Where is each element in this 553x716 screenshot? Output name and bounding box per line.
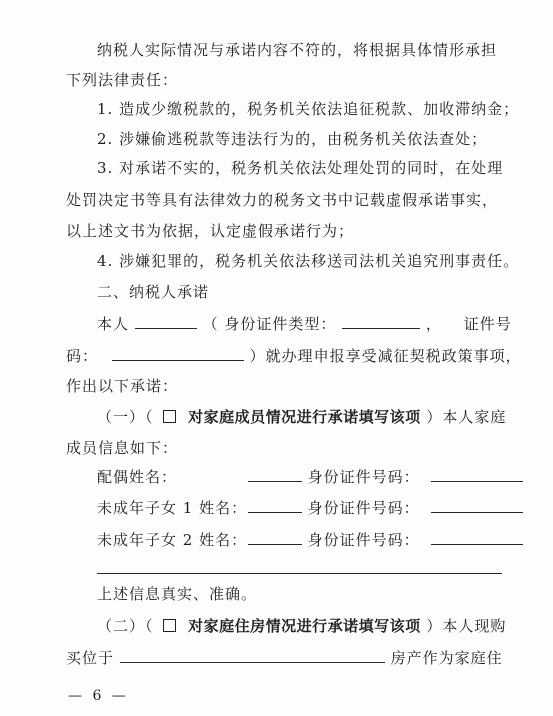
self-prefix: 本人 xyxy=(97,315,130,333)
child2-label: 未成年子女 2 姓名： xyxy=(97,531,248,549)
self-id-line xyxy=(97,314,512,334)
liability-item-4: 4. 涉嫌犯罪的，税务机关依法移送司法机关追究刑事责任。 xyxy=(97,252,520,270)
housing-line2-suffix: 房产作为家庭住 xyxy=(390,649,503,667)
info-confirm: 上述信息真实、准确。 xyxy=(97,585,258,603)
spouse-name-blank[interactable] xyxy=(248,467,302,482)
intro-line-1: 纳税人实际情况与承诺内容不符的，将根据具体情形承担 xyxy=(97,41,498,59)
make-commitment: 作出以下承诺： xyxy=(66,377,179,395)
id-number-blank[interactable] xyxy=(112,346,244,361)
section-2-heading: 二、纳税人承诺 xyxy=(97,283,210,301)
housing-line2-prefix: 买位于 xyxy=(66,649,115,667)
intro-line-2: 下列法律责任： xyxy=(66,71,179,89)
id-number-label: 证件号 xyxy=(463,315,512,333)
code-prefix: 码： xyxy=(66,347,99,365)
spouse-label: 配偶姓名： xyxy=(97,468,178,486)
liability-item-3-line-1: 3. 对承诺不实的，税务机关依法处理处罚的同时，在处理 xyxy=(97,159,504,177)
comma: ， xyxy=(425,315,442,333)
family-member-heading xyxy=(97,407,506,427)
property-address-blank[interactable] xyxy=(120,648,385,663)
housing-line-2 xyxy=(66,648,503,668)
child2-name-blank[interactable] xyxy=(248,530,302,545)
name-blank[interactable] xyxy=(135,314,197,329)
code-suffix: ）就办理申报享受减征契税政策事项， xyxy=(249,347,522,365)
spouse-id-label: 身份证件号码： xyxy=(307,468,420,486)
child1-id-blank[interactable] xyxy=(431,498,523,513)
spouse-id-blank[interactable] xyxy=(431,467,523,482)
id-type-label: （ 身份证件类型： xyxy=(202,315,337,333)
id-code-line xyxy=(66,346,522,366)
additional-info-blank[interactable] xyxy=(97,573,502,574)
family-bold-text: 对家庭成员情况进行承诺填写该项 xyxy=(188,408,421,426)
child1-name-blank[interactable] xyxy=(248,498,302,513)
housing-prefix: （二）（ xyxy=(97,617,154,635)
id-type-blank[interactable] xyxy=(342,314,420,329)
child2-id-blank[interactable] xyxy=(431,530,523,545)
family-suffix: ）本人家庭 xyxy=(426,408,507,426)
child2-id-label: 身份证件号码： xyxy=(307,531,420,549)
housing-bold-text: 对家庭住房情况进行承诺填写该项 xyxy=(188,617,421,635)
child1-label: 未成年子女 1 姓名： xyxy=(97,499,248,517)
child1-row xyxy=(97,498,523,518)
spouse-row xyxy=(97,467,523,487)
liability-item-2: 2. 涉嫌偷逃税款等违法行为的，由税务机关依法查处； xyxy=(97,130,488,148)
liability-item-1: 1. 造成少缴税款的，税务机关依法追征税款、加收滞纳金； xyxy=(97,100,520,118)
housing-heading xyxy=(97,616,506,636)
child2-row xyxy=(97,530,523,550)
family-prefix: （一）（ xyxy=(97,408,154,426)
page-number: — 6 — xyxy=(68,688,129,704)
liability-item-3-line-3: 以上述文书为依据，认定虚假承诺行为； xyxy=(66,222,355,240)
child1-id-label: 身份证件号码： xyxy=(307,499,420,517)
housing-suffix: ）本人现购 xyxy=(426,617,507,635)
housing-checkbox[interactable] xyxy=(163,619,176,632)
family-checkbox[interactable] xyxy=(163,410,176,423)
liability-item-3-line-2: 处罚决定书等具有法律效力的税务文书中记载虚假承诺事实， xyxy=(66,191,499,209)
family-line-2: 成员信息如下： xyxy=(66,439,179,457)
